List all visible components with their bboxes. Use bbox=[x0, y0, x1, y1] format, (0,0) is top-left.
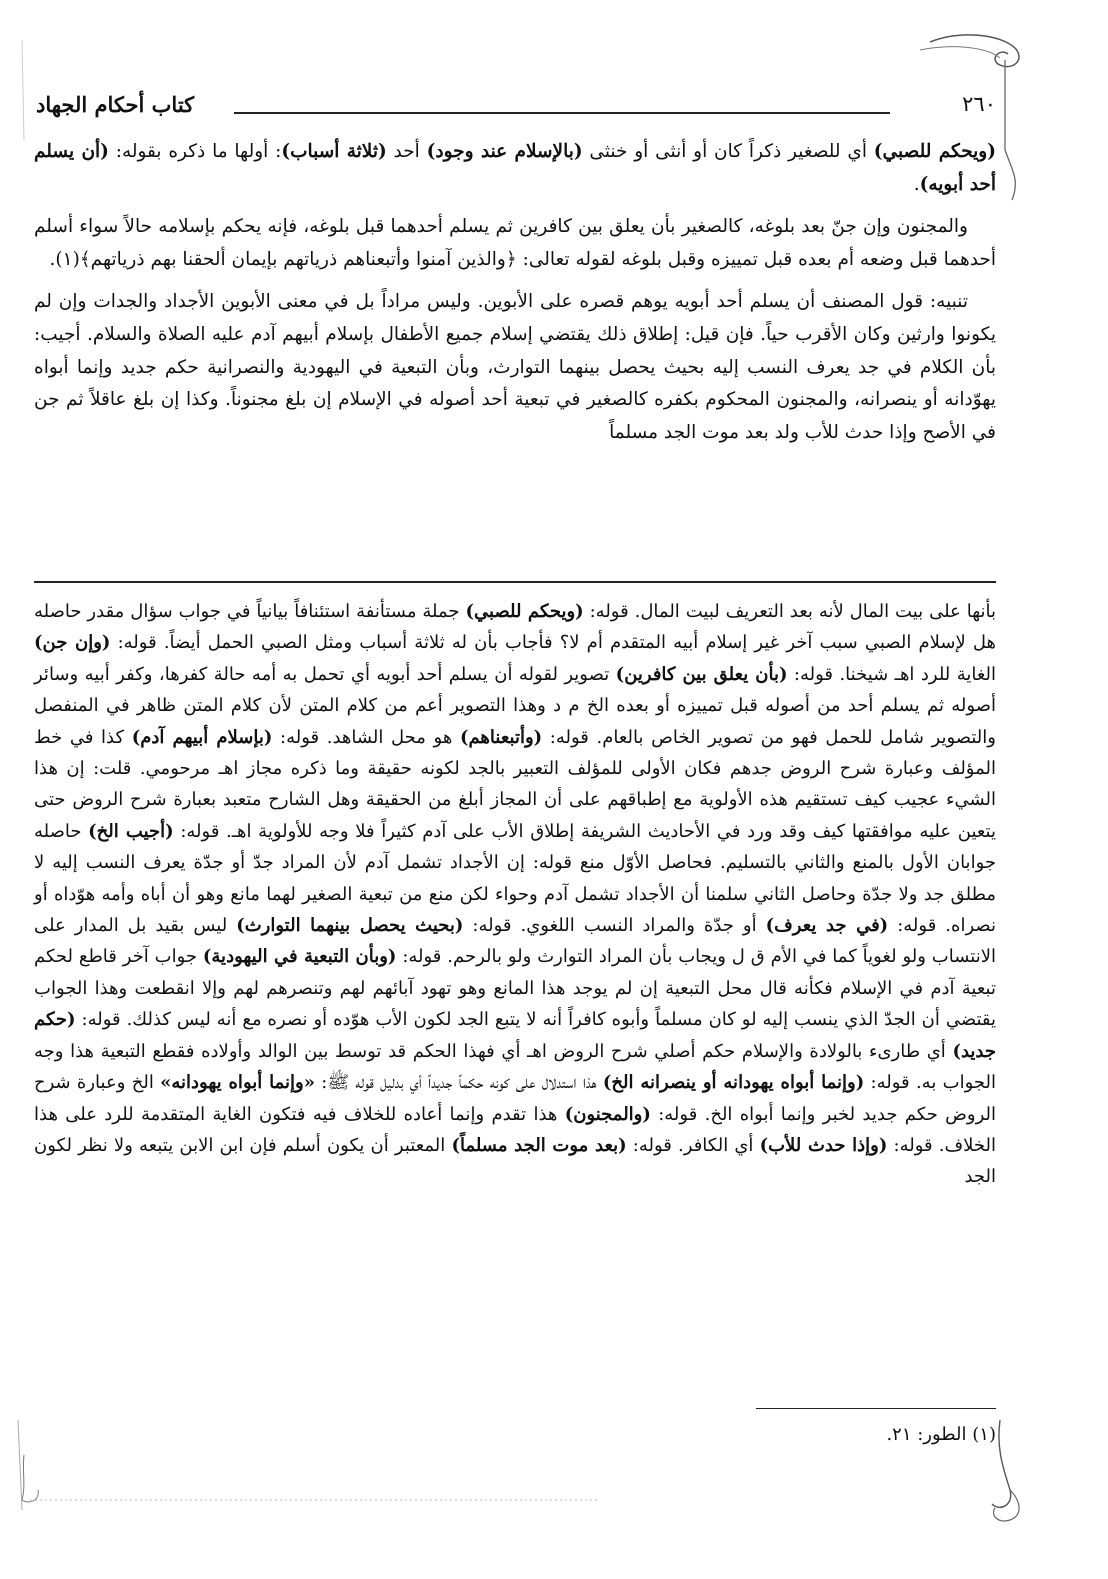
section-separator bbox=[34, 581, 996, 583]
main-paragraph-3: تنبيه: قول المصنف أن يسلم أحد أبويه يوهم قصره على الأبوين. وليس مراداً بل في معنى الأبوين الأجداد والجدات وإن لم يكونوا وارثين وكان الأقرب حياً. فإن قيل: إطلاق ذلك يقتضي إسلام جميع الأطفال بإسلام أبيهم آدم عليه الصلاة والسلام. أجيب: بأن الكلام في جد يعرف النسب إليه بحيث يحصل بينهما التوارث، وبأن التبعية في اليهودية والنصرانية حكم جديد وإنما أبواه يهوّدانه أو ينصرانه، والمجنون المحكوم بكفره كالصغير في تبعية أحد أصوله في الإسلام إن بلغ مجنوناً. وكذا إن بلغ عاقلاً ثم جن في الأصح وإذا حدث للأب ولد بعد موت الجد مسلماً bbox=[34, 291, 996, 443]
bold-term: (وأتبعناهم) bbox=[459, 726, 543, 748]
text-run: تصوير لقوله أن يسلم أحد أبويه أي تحمل به أمه حالة كفرها، وكفر أبيه وسائر أصوله ثم يسلم أحد من أصوله قبل تمييزه أو بعده الخ م د وهذا التصوير أعم من كلام المتن لأن كلام المتن ظاهر في المنفصل والتصوير شامل للحمل فهو من تصوير الخاص بالعام. قوله: bbox=[34, 663, 996, 748]
bold-term: (ويحكم للصبي) bbox=[465, 601, 584, 622]
text-run: بأنها على بيت المال لأنه بعد التعريف لبيت المال. قوله: bbox=[583, 601, 996, 622]
page-number: ٢٦٠ bbox=[962, 92, 996, 116]
bold-term: (بعد موت الجد مسلماً) bbox=[451, 1134, 627, 1156]
bold-term: (بالإسلام عند وجود) bbox=[426, 141, 583, 162]
footnote-rule bbox=[756, 1408, 996, 1409]
text-run: أحد bbox=[386, 141, 427, 162]
bold-term: (حكم جديد) bbox=[34, 1009, 996, 1062]
text-run: . bbox=[913, 173, 920, 195]
text-run: الغاية للرد اهـ شيخنا. قوله: bbox=[787, 663, 997, 685]
bold-term: (ويحكم للصبي) bbox=[873, 141, 996, 162]
bold-term: (وإنما أبواه يهودانه أو ينصرانه الخ) bbox=[602, 1072, 865, 1094]
running-header bbox=[36, 92, 996, 126]
text-run: هذا تقدم وإنما أعاده للخلاف فيه فتكون الغاية المتقدمة للرد على هذا الخلاف. قوله: bbox=[34, 1103, 996, 1156]
text-run: الخ وعبارة شرح الروض حكم جديد لخبر وإنما أبواه الخ. قوله: bbox=[34, 1072, 996, 1125]
main-paragraph-2: والمجنون وإن جنّ بعد بلوغه، كالصغير بأن يعلق بين كافرين ثم يسلم أحدهما قبل بلوغه، فإنه يحكم بإسلامه حالاً سواء أسلم أحدهما قبل وضعه أم بعده قبل تمييزه وقبل بلوغه لقوله تعالى: ﴿والذين آمنوا وأتبعناهم ذرياتهم بإيمان ألحقنا بهم ذرياتهم﴾(١). bbox=[34, 216, 996, 270]
bold-term: (والمجنون) bbox=[564, 1103, 651, 1125]
text-run: أي للصغير ذكراً كان أو أنثى أو خنثى bbox=[582, 141, 874, 162]
text-run: جملة مستأنفة استئنافاً بيانياً في جواب سؤال مقدر حاصله هل لإسلام الصبي سبب آخر غير إسلام أبيه المتقدم أم لا؟ فأجاب بأن له ثلاثة أسباب ومثل الصبي الحمل أيضاً. قوله: bbox=[34, 601, 996, 654]
text-run: المعتبر أن يكون أسلم فإن ابن الابن يتبعه ولا نظر لكون الجد bbox=[34, 1134, 996, 1188]
main-text bbox=[34, 136, 996, 459]
text-run: هو محل الشاهد. قوله: bbox=[272, 726, 460, 748]
bold-term: (أن يسلم أحد أبويه) bbox=[34, 141, 996, 195]
book-title: كتاب أحكام الجهاد bbox=[36, 92, 195, 117]
text-run: جواب آخر قاطع لحكم تبعية آدم في الإسلام فكأنه قال محل التبعية إن لم يوجد هذا المانع وهو تهود آبائهم لهم وتنصرهم لهم وإلا انقطعت وهذا الجواب يقتضي أن الجدّ الذي ينسب إليه لو كان مسلماً وأبوه كافراً أنه لا يتبع الجد لكون الأب هوّده أو نصره مع أنه ليس كذلك. قوله: bbox=[34, 946, 996, 1031]
text-run: هذا استدلال على كونه حكماً جديداً أي بدليل قوله ﷺ: bbox=[314, 1072, 603, 1094]
text-run: كذا في خط المؤلف وعبارة شرح الروض جدهم فكان الأولى للمؤلف التعبير بالجد لكونه حقيقة وما ذكره مجاز اهـ مرحومي. قلت: إن هذا الشيء عجيب كيف تستقيم هذه الأولوية مع إطباقهم على أن المجاز أبلغ من الحقيقة وهل الشارح متعبد بعبارة شرح الروض حتى يتعين عليه موافقتها كيف وقد ورد في الأحاديث الشريفة إطلاق الأب على آدم كثيراً فلا وجه للأولوية اهـ. قوله: bbox=[34, 726, 996, 842]
bold-term: (بحيث يحصل بينهما التوارث) bbox=[236, 915, 464, 937]
commentary-text bbox=[34, 596, 996, 1193]
bold-term: (بأن يعلق بين كافرين) bbox=[615, 663, 788, 685]
bold-term: (في جد يعرف) bbox=[765, 915, 889, 937]
text-run: أي الكافر. قوله: bbox=[626, 1134, 760, 1156]
header-rule bbox=[234, 112, 890, 114]
footnote: (١) الطور: ٢١. bbox=[886, 1424, 996, 1445]
text-run: : أولها ما ذكره بقوله: bbox=[108, 141, 282, 162]
text-run: حاصله جوابان الأول بالمنع والثاني بالتسليم. فحاصل الأوّل منع قوله: إن الأجداد تشمل آدم لأن المراد جدّ أو جدّة يعرف النسب إليه لا مطلق جد ولا جدّة وحاصل الثاني سلمنا أن الأجداد تشمل آدم وحواء لكن منع من تبعية الصغير لهما مانع وهو أن أباه وأمه هوّداه أو نصراه. قوله: bbox=[34, 820, 997, 937]
bold-term: (وإذا حدث للأب) bbox=[759, 1134, 888, 1156]
main-paragraph-1 bbox=[34, 136, 996, 201]
bold-term: «وإنما أبواه يهودانه» bbox=[160, 1072, 315, 1094]
bold-term: (أجيب الخ) bbox=[88, 820, 174, 842]
bold-term: (ثلاثة أسباب) bbox=[281, 141, 387, 162]
bold-term: (وبأن التبعية في اليهودية) bbox=[202, 946, 397, 968]
text-run: أي طارىء بالولادة والإسلام حكم أصلي شرح الروض اهـ أي فهذا الحكم قد توسط بين الوالد وأولاده فقطع التبعية هذا وجه الجواب به. قوله: bbox=[34, 1040, 996, 1094]
bold-term: (وإن جن) bbox=[34, 632, 111, 654]
bold-term: (بإسلام أبيهم آدم) bbox=[131, 726, 273, 748]
text-run: أو جدّة والمراد النسب اللغوي. قوله: bbox=[463, 915, 766, 937]
commentary-paragraph bbox=[34, 596, 996, 1193]
text-run: ليس بقيد بل المدار على الانتساب ولو لغوياً كما في الأم ق ل ويجاب بأن المراد التوارث ولو بالرحم. قوله: bbox=[34, 915, 996, 968]
